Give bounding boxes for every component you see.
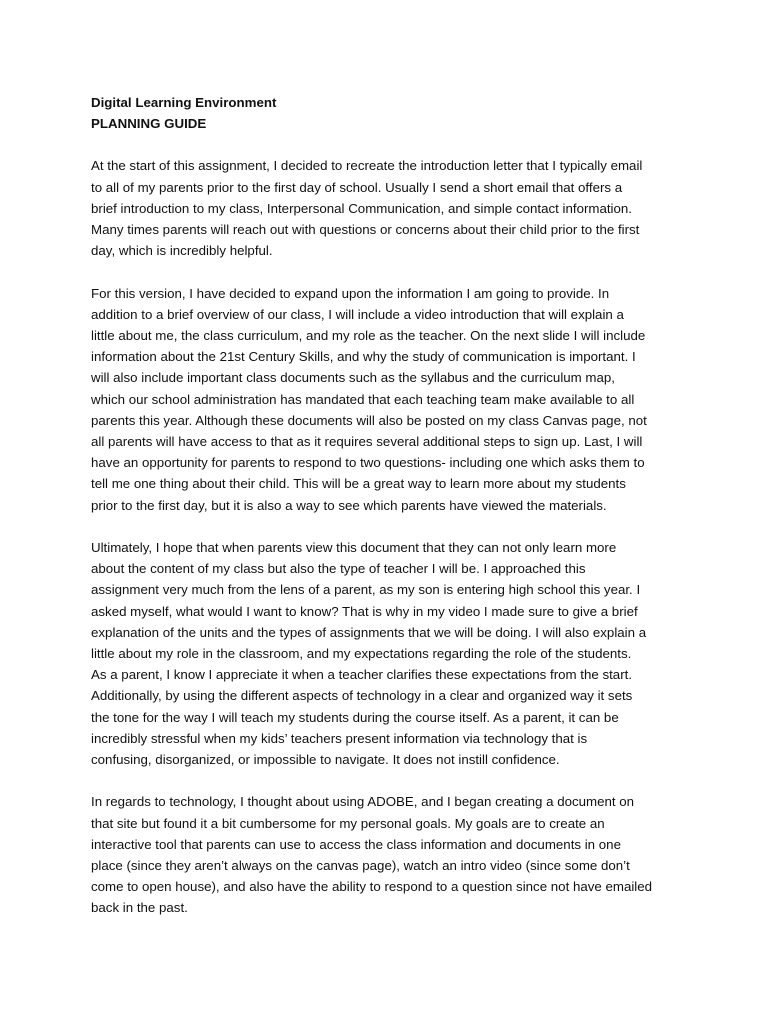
paragraph-line: little about my role in the classroom, and my expectations regarding the role of the students. [91, 646, 632, 662]
paragraph-line: Ultimately, I hope that when parents view this document that they can not only learn more [91, 540, 617, 556]
paragraph-line: incredibly stressful when my kids’ teachers present information via technology that is [91, 730, 588, 746]
paragraph-line: all parents will have access to that as it requires several additional steps to sign up. Last, I will [91, 434, 643, 450]
paragraph-line: assignment very much from the lens of a parent, as my son is entering high school this year. I [91, 582, 641, 598]
paragraph-line: As a parent, I know I appreciate it when a teacher clarifies these expectations from the start. [91, 667, 633, 683]
paragraph-line: At the start of this assignment, I decided to recreate the introduction letter that I typically email [91, 158, 643, 174]
paragraph-line: Many times parents will reach out with questions or concerns about their child prior to the first [91, 222, 640, 238]
paragraph-line: asked myself, what would I want to know? That is why in my video I made sure to give a brief [91, 603, 638, 619]
paragraph-line: explanation of the units and the types of assignments that we will be doing. I will also explain a [91, 624, 647, 640]
paragraph [91, 283, 691, 516]
paragraph [91, 537, 691, 770]
paragraph-line: come to open house), and also have the ability to respond to a question since not have emailed [91, 879, 653, 895]
paragraph-line: brief introduction to my class, Interpersonal Communication, and simple contact information. [91, 200, 632, 216]
document-heading [91, 92, 691, 134]
paragraph-line: Additionally, by using the different aspects of technology in a clear and organized way it sets [91, 688, 633, 704]
paragraph-line: addition to a brief overview of our class, I will include a video introduction that will explain a [91, 306, 624, 322]
document-body [91, 92, 691, 940]
paragraph-line: will also include important class documents such as the syllabus and the curriculum map, [91, 370, 615, 386]
paragraph-line: the tone for the way I will teach my students during the course itself. As a parent, it can be [91, 709, 619, 725]
document-title: Digital Learning Environment [91, 95, 277, 110]
paragraph-line: prior to the first day, but it is also a way to see which parents have viewed the materials. [91, 497, 607, 513]
paragraph-line: tell me one thing about their child. This will be a great way to learn more about my students [91, 476, 626, 492]
paragraph-line: about the content of my class but also the type of teacher I will be. I approached this [91, 561, 586, 577]
paragraph-line: that site but found it a bit cumbersome for my personal goals. My goals are to create an [91, 815, 605, 831]
paragraph-line: little about me, the class curriculum, and my role as the teacher. On the next slide I will include [91, 328, 646, 344]
paragraph-line: place (since they aren’t always on the canvas page), watch an intro video (since some don’t [91, 858, 630, 874]
paragraph [91, 791, 691, 918]
paragraph-line: parents this year. Although these documents will also be posted on my class Canvas page, not [91, 412, 647, 428]
paragraph-line: day, which is incredibly helpful. [91, 243, 273, 259]
paragraph-line: information about the 21st Century Skills, and why the study of communication is important. I [91, 349, 636, 365]
paragraph-list [91, 155, 691, 918]
paragraph-line: interactive tool that parents can use to access the class information and documents in one [91, 836, 621, 852]
paragraph-line: which our school administration has mandated that each teaching team make available to all [91, 391, 635, 407]
paragraph-line: back in the past. [91, 900, 188, 916]
paragraph-line: have an opportunity for parents to respond to two questions- including one which asks them to [91, 455, 645, 471]
paragraph-line: confusing, disorganized, or impossible to navigate. It does not instill confidence. [91, 752, 560, 768]
paragraph-line: In regards to technology, I thought about using ADOBE, and I began creating a document on [91, 794, 635, 810]
document-subtitle: PLANNING GUIDE [91, 116, 207, 132]
paragraph [91, 155, 691, 261]
paragraph-line: For this version, I have decided to expand upon the information I am going to provide. In [91, 285, 610, 301]
paragraph-line: to all of my parents prior to the first day of school. Usually I send a short email that offers a [91, 179, 623, 195]
